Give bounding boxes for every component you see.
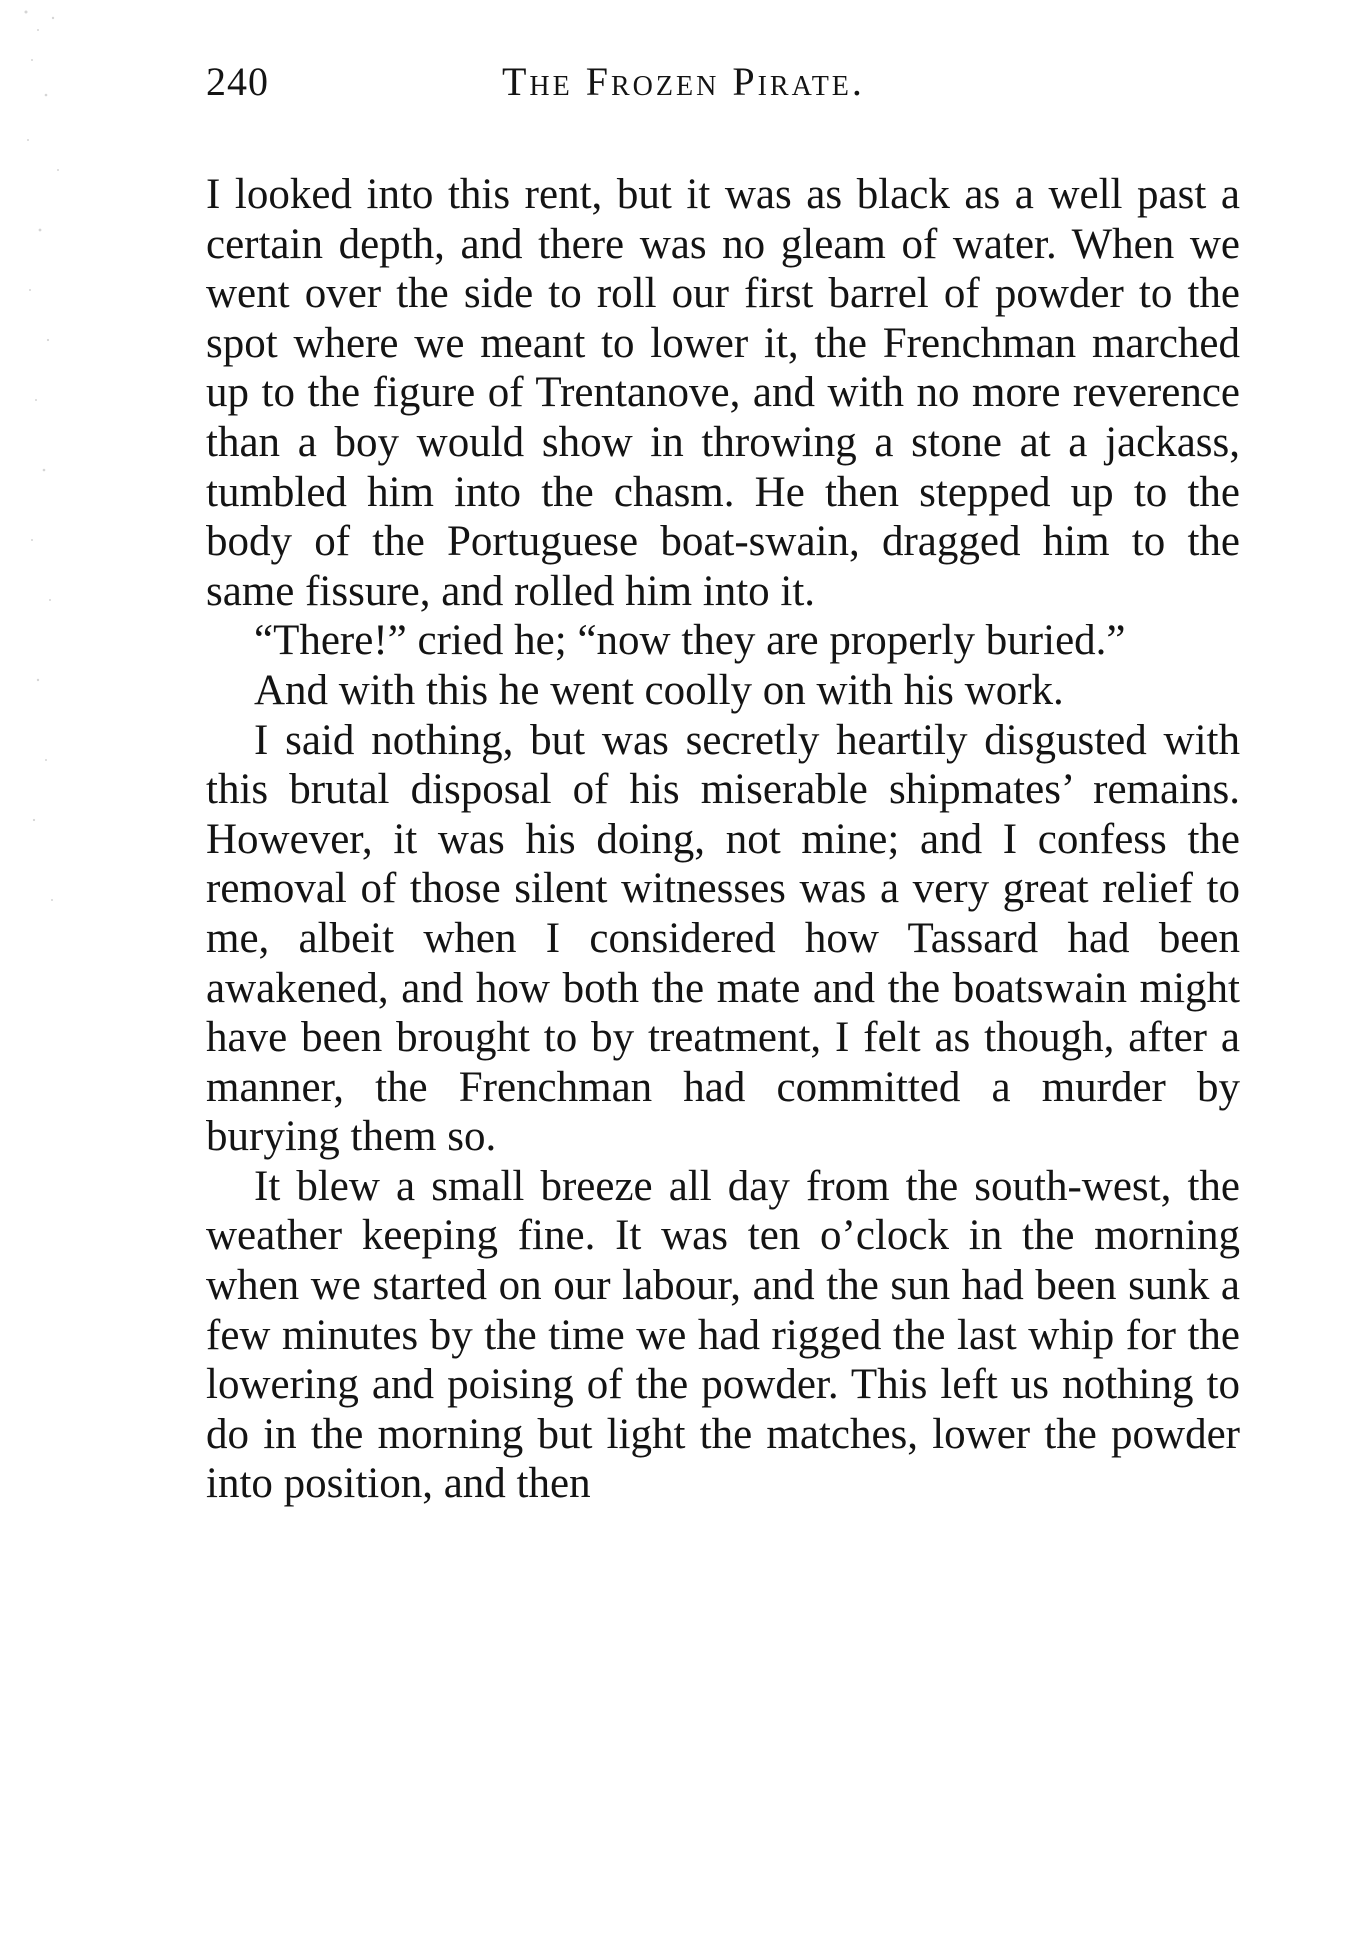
page-number: 240 bbox=[206, 59, 269, 104]
page-edge-speckle bbox=[18, 0, 78, 920]
paragraph: I said nothing, but was secretly heartily disgusted with this brutal disposal of his miserable shipmates’ remains. However, it was his doing, not mine; and I confess the removal of those silent witnesses was a very great relief to me, albeit when I considered how Tassard had been awakened, and how both the mate and the boatswain might have been brought to by treatment, I felt as though, after a manner, the Frenchman had committed a murder by burying them so. bbox=[206, 716, 1240, 1161]
paragraph: “There!” cried he; “now they are properly buried.” bbox=[254, 617, 1126, 665]
paragraph: I looked into this rent, but it was as black as a well past a certain depth, and there was no gleam of water. When we went over the side to roll our first barrel of powder to the spot where we meant to lower it, the Frenchman marched up to the figure of Trentanove, and with no more reverence than a boy would show in throwing a stone at a jackass, tumbled him into the chasm. He then stepped up to the body of the Portuguese boat-swain, dragged him to the same fissure, and rolled him into it. bbox=[206, 171, 1240, 615]
body-text bbox=[206, 170, 1240, 1509]
running-title: The Frozen Pirate. bbox=[502, 59, 865, 104]
paragraph: And with this he went coolly on with his work. bbox=[254, 666, 1064, 714]
paragraph: It blew a small breeze all day from the south-west, the weather keeping fine. It was ten o’clock in the morning when we started on our labour, and the sun had been sunk a few minutes by the time we had rigged the last whip for the lowering and poising of the powder. This left us nothing to do in the morning but light the matches, lower the powder into position, and then bbox=[206, 1162, 1240, 1508]
page-header bbox=[206, 58, 1240, 114]
